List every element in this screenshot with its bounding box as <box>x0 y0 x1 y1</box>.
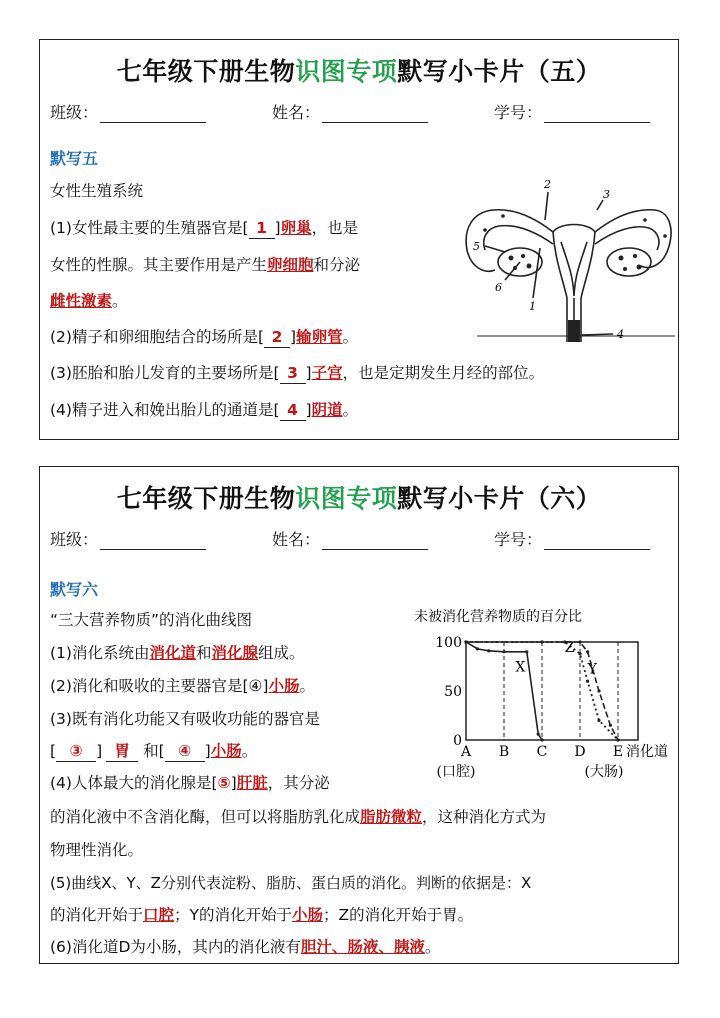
series-y-point <box>578 640 581 643</box>
chart-title: 未被消化营养物质的百分比 <box>414 609 582 625</box>
card-five <box>39 39 679 440</box>
name-field[interactable]: 姓名： <box>272 527 428 550</box>
series-x-point <box>540 738 543 741</box>
question-1-line-3: 雌性激素。 <box>50 292 128 310</box>
x-tick-note: (口腔) <box>436 764 476 780</box>
question-3-line-2: [ ③ ] 胃 和[ ④ ]小肠。 <box>50 742 258 760</box>
series-y-point <box>540 640 543 643</box>
question-3: (3)胚胎和胎儿发育的主要场所是[ 3 ]子宫，也是定期发生月经的部位。 <box>50 364 545 382</box>
series-x-label: X <box>515 659 526 676</box>
question-2: (2)消化和吸收的主要器官是[④]小肠。 <box>50 677 316 695</box>
x-tick-label: C <box>536 744 548 760</box>
question-4-line-3: 物理性消化。 <box>50 841 144 859</box>
question-2: (2)精子和卵细胞结合的场所是[ 2 ]输卵管。 <box>50 328 359 346</box>
x-tick-note: (大肠) <box>584 764 624 780</box>
section-heading: 默写六 <box>50 580 99 599</box>
series-y-point <box>616 738 619 741</box>
series-y-point <box>609 724 612 727</box>
question-6: (6)消化道D为小肠，其内的消化液有胆汁、肠液、胰液。 <box>50 938 441 956</box>
question-5-line-1: (5)曲线X、Y、Z分别代表淀粉、脂肪、蛋白质的消化。判断的依据是：X <box>50 874 532 892</box>
student-info-row <box>50 100 668 126</box>
series-x-point <box>525 650 528 653</box>
card-six <box>39 466 679 964</box>
question-3-line-1: (3)既有消化功能又有吸收功能的器官是 <box>50 710 320 728</box>
student-info-row <box>50 527 668 553</box>
card-title: 七年级下册生物识图专项默写小卡片（五） <box>116 57 602 86</box>
topic: “三大营养物质”的消化曲线图 <box>50 611 253 629</box>
x-tick-label: B <box>498 744 510 760</box>
student-id-field[interactable]: 学号： <box>494 527 650 550</box>
y-tick-label: 0 <box>453 733 462 749</box>
card-title: 七年级下册生物识图专项默写小卡片（六） <box>116 484 602 513</box>
class-field[interactable]: 班级： <box>50 100 206 123</box>
female-reproductive-diagram <box>445 170 675 345</box>
series-z-label: Z <box>564 639 575 656</box>
name-field[interactable]: 姓名： <box>272 100 428 123</box>
series-y-point <box>586 650 589 653</box>
question-1: (1)消化系统由消化道和消化腺组成。 <box>50 644 305 662</box>
label-1: 1 <box>529 300 536 313</box>
label-6: 6 <box>495 281 502 294</box>
question-1-line-1: (1)女性最主要的生殖器官是[ 1 ]卵巢，也是 <box>50 219 359 237</box>
digestion-curve-chart <box>406 605 676 805</box>
x-tick-label: D <box>574 744 586 760</box>
series-y-point <box>597 689 600 692</box>
series-x-point <box>476 647 479 650</box>
class-field[interactable]: 班级： <box>50 527 206 550</box>
question-1-line-2: 女性的性腺。其主要作用是产生卵细胞和分泌 <box>50 256 361 274</box>
x-tick-label: A <box>460 744 472 760</box>
series-z-point <box>578 652 581 655</box>
y-tick-label: 50 <box>444 684 462 700</box>
label-4: 4 <box>617 328 624 341</box>
series-x-point <box>502 650 505 653</box>
topic: 女性生殖系统 <box>50 182 144 200</box>
label-5: 5 <box>473 240 480 253</box>
question-5-line-2: 的消化开始于口腔；Y的消化开始于小肠；Z的消化开始于胃。 <box>50 906 474 924</box>
x-axis-label: 消化道 <box>626 744 668 760</box>
label-3: 3 <box>603 188 610 201</box>
plot-frame <box>466 639 638 740</box>
question-4-line-1: (4)人体最大的消化腺是[⑤]肝脏，其分泌 <box>50 774 330 792</box>
y-tick-label: 100 <box>435 635 462 651</box>
question-4-line-2: 的消化液中不含消化酶，但可以将脂肪乳化成脂肪微粒，这种消化方式为 <box>50 808 547 826</box>
series-y-point <box>464 640 467 643</box>
series-z-point <box>586 680 589 683</box>
series-x-point <box>487 649 490 652</box>
series-z-point <box>597 719 600 722</box>
series-y-label: Y <box>587 661 597 678</box>
student-id-field[interactable]: 学号： <box>494 100 650 123</box>
question-4: (4)精子进入和娩出胎儿的通道是[ 4 ]阴道。 <box>50 401 359 419</box>
series-x-point <box>537 733 540 736</box>
x-tick-label: E <box>612 744 624 760</box>
section-heading: 默写五 <box>50 149 99 168</box>
label-2: 2 <box>544 178 551 191</box>
